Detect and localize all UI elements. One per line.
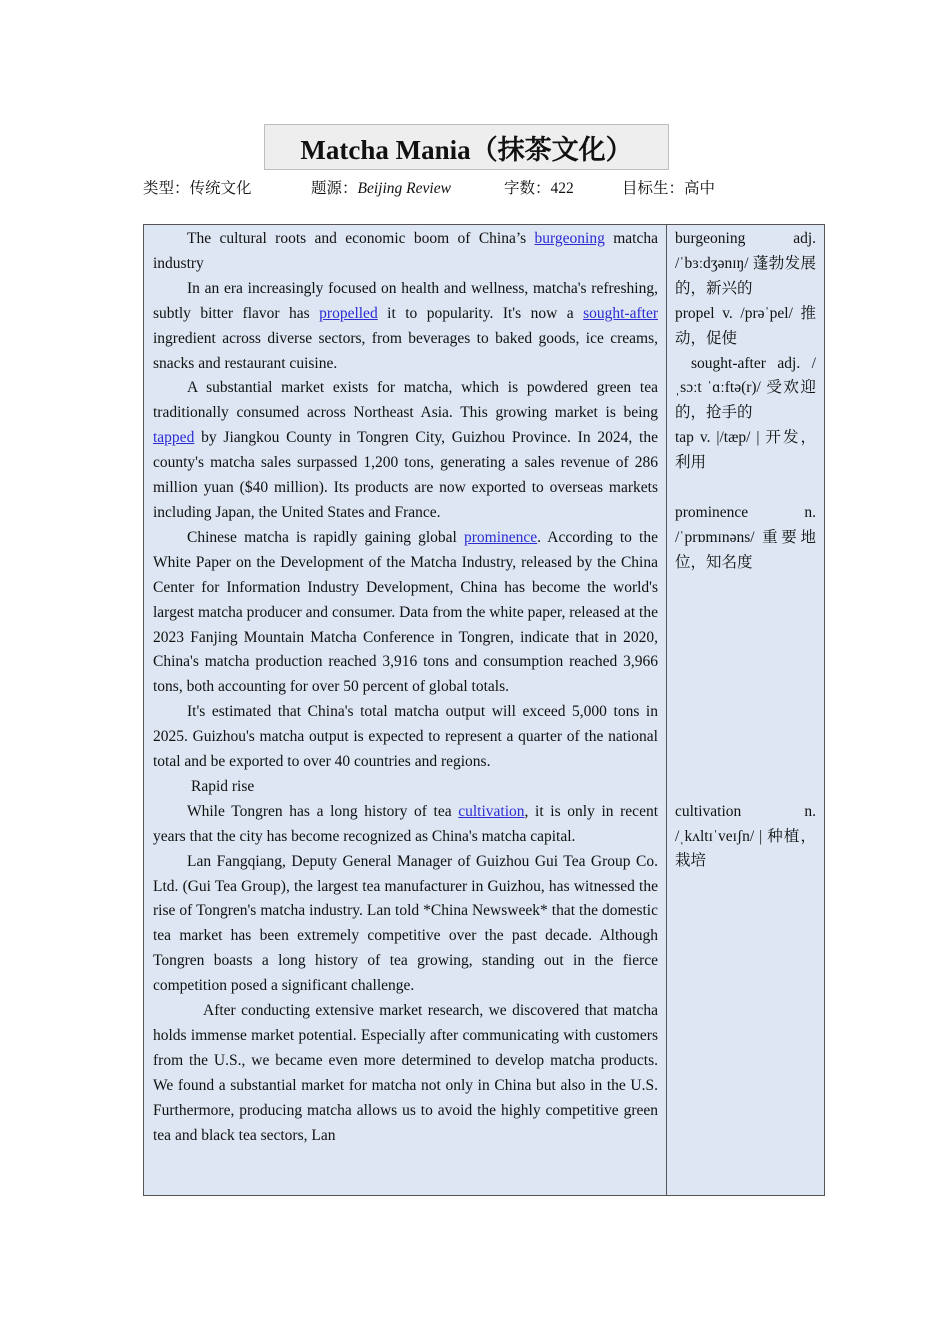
vocab-cultivation-def: /ˌkʌltɪˈveɪʃn/ | 种植，栽培 <box>675 827 816 870</box>
vocab-prominence-word: prominence <box>675 503 749 521</box>
paragraph-4: It's estimated that China's total matcha output will exceed 5,000 tons in 2025. Guizhou's matcha output is expected to represent a quarter of the national total and be exported to over 40 countries and regions. <box>153 703 658 771</box>
paragraph-6: Lan Fangqiang, Deputy General Manager of Guizhou Gui Tea Group Co. Ltd. (Gui Tea Group), the largest tea manufacturer in Guizhou, has witnessed the rise of Tongren's matcha industry. Lan told *China Newsweek* that the domestic tea market has been extremely competitive over the past decade. Although Tongren boasts a long history of tea growing, standing out in the fierce competition posed a significant challenge. <box>153 852 658 995</box>
meta-source-label: 题源： <box>311 180 358 197</box>
heading-text-pre: The cultural roots and economic boom of China’s <box>187 230 535 247</box>
keyword-burgeoning[interactable]: burgeoning <box>534 230 605 247</box>
vocab-column <box>667 225 824 1195</box>
passage-heading <box>153 227 658 277</box>
vocab-burgeoning-pos: adj. <box>793 230 816 247</box>
vocab-prominence-def: /ˈprɒmɪnəns/ 重要地位，知名度 <box>675 528 816 571</box>
vocab-spacer-large <box>675 576 816 800</box>
vocab-burgeoning-def: /ˈbɜːdʒənɪŋ/ 蓬勃发展的，新兴的 <box>675 254 816 297</box>
vocab-burgeoning-word: burgeoning <box>675 230 746 247</box>
keyword-propelled[interactable]: propelled <box>319 304 378 322</box>
p1-text-c: ingredient across diverse sectors, from beverages to baked goods, ice creams, snacks and restaurant cuisine. <box>153 329 658 372</box>
vocab-prominence-pos: n. <box>804 503 816 521</box>
keyword-sought-after[interactable]: sought-after <box>583 304 658 322</box>
p2-text-a: A substantial market exists for matcha, which is powdered green tea traditionally consumed across Northeast Asia. This growing market is being <box>153 379 658 422</box>
vocab-propel: propel v. /prəˈpel/ 推动，促使 <box>675 304 816 347</box>
reading-table <box>143 224 825 1196</box>
heading-text-post: matcha industry <box>153 230 658 272</box>
paragraph-3 <box>153 526 658 700</box>
p5-text-b: , it is only in recent years that the city has become recognized as China's matcha capital. <box>153 802 659 845</box>
meta-target: 目标生：高中 <box>622 180 716 197</box>
vocab-sought-after: sought-after adj. /ˌsɔːt ˈɑːftə(r)/ 受欢迎的，抢手的 <box>675 354 816 422</box>
meta-word-count: 字数：422 <box>504 180 574 197</box>
paragraph-1 <box>153 277 658 377</box>
keyword-tapped[interactable]: tapped <box>153 429 195 447</box>
title-text: Matcha Mania（抹茶文化） <box>300 134 633 165</box>
vocab-burgeoning <box>675 227 816 302</box>
paragraph-2 <box>153 376 658 525</box>
keyword-prominence[interactable]: prominence <box>463 528 538 546</box>
p3-text-a: Chinese matcha is rapidly gaining global <box>187 528 464 546</box>
p1-text-a: In an era increasingly focused on health and wellness, matcha's refreshing, subtly bitter flavor has <box>153 279 658 322</box>
vocab-cultivation-pos: n. <box>804 802 816 820</box>
page-title <box>264 124 669 170</box>
p3-text-b: . According to the White Paper on the Development of the Matcha Industry, released by the China Center for Information Industry Development, China has become the world's largest matcha producer and consumer. Data from the white paper, released at the 2023 Fanjing Mountain Matcha Conference in Tongren, indicate that in 2020, China's matcha production reached 3,916 tons and consumption reached 3,966 tons, both accounting for over 50 percent of global totals. <box>153 528 658 696</box>
paragraph-5 <box>153 800 658 850</box>
subheading-rapid-rise: Rapid rise <box>191 777 255 795</box>
passage-column <box>144 225 667 1195</box>
meta-source-value: Beijing Review <box>357 180 451 197</box>
vocab-cultivation <box>675 800 816 875</box>
meta-type: 类型：传统文化 <box>143 180 252 197</box>
p1-text-b: it to popularity. It's now a <box>377 304 584 322</box>
vocab-cultivation-word: cultivation <box>675 802 742 820</box>
vocab-prominence <box>675 501 816 576</box>
paragraph-7: After conducting extensive market research, we discovered that matcha holds immense market potential. Especially after communicating with customers from the U.S., we became even more determined to develop matcha products. We found a substantial market for matcha not only in China but also in the U.S. Furthermore, producing matcha allows us to avoid the highly competitive green tea and black tea sectors, Lan <box>153 1002 658 1144</box>
vocab-spacer <box>675 476 816 501</box>
keyword-cultivation[interactable]: cultivation <box>458 802 525 820</box>
p2-text-b: by Jiangkou County in Tongren City, Guizhou Province. In 2024, the county's matcha sales surpassed 1,200 tons, generating a sales revenue of 286 million yuan ($40 million). Its products are now exported to overseas markets including Japan, the United States and France. <box>153 429 658 521</box>
meta-source <box>311 176 451 198</box>
p5-text-a: While Tongren has a long history of tea <box>187 802 459 820</box>
vocab-tap: tap v. |/tæp/ | 开发，利用 <box>675 429 816 472</box>
